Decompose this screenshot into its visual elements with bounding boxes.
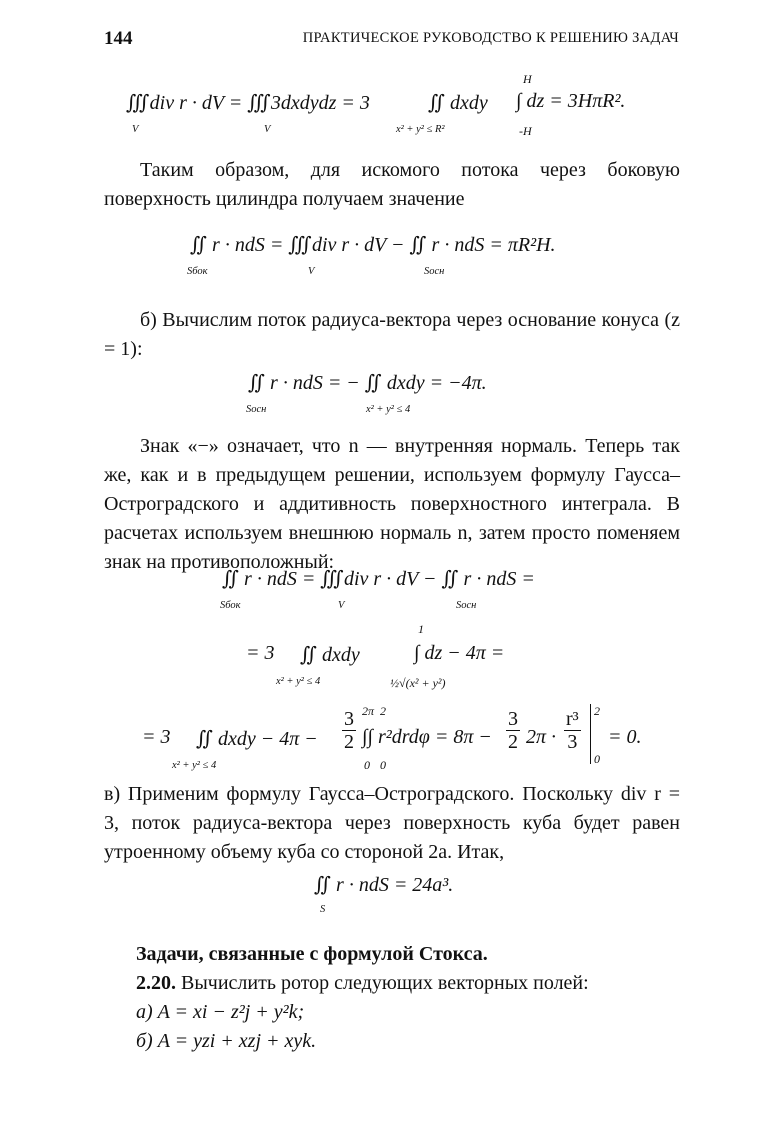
paragraph-flux-side: Таким образом, для искомого потока через боковую поверхность цилиндра получаем значение <box>104 159 680 210</box>
equation-5-c: ∫ dz − 4π = <box>414 642 505 664</box>
frac2-numerator: 3 <box>508 708 518 730</box>
equation-7-body: ∬ r · ndS = 24a³. <box>314 874 454 896</box>
frac1-denominator: 2 <box>344 731 354 753</box>
equation-2-body: ∬ r · ndS = ∭div r · dV − ∬ r · ndS = πR²H. <box>190 234 556 256</box>
problem-item-a: а) A = xi − z²j + y²k; <box>136 1001 305 1023</box>
paragraph-cube: в) Применим формулу Гаусса–Остроградского. Поскольку div r = 3, поток радиуса-вектора через поверхность куба будет равен утроенному объему куба со стороной 2a. Итак, <box>104 783 680 863</box>
evaluation-bar <box>590 704 591 764</box>
equation-3-body: ∬ r · ndS = − ∬ dxdy = −4π. <box>248 372 487 394</box>
equation-2-sub-base: Sосн <box>424 266 445 277</box>
equation-6-e: = 0. <box>608 726 642 748</box>
equation-6-upper1: 2π <box>362 704 375 718</box>
equation-5-lower-limit: ½√(x² + y²) <box>390 676 446 690</box>
paragraph-cone-base: б) Вычислим поток радиуса-вектора через основание конуса (z = 1): <box>104 309 680 360</box>
equation-4-sub-v: V <box>338 600 345 611</box>
page-number: 144 <box>104 28 133 49</box>
equation-2-sub-side: Sбок <box>187 266 208 277</box>
problem-text: Вычислить ротор следующих векторных полей: <box>181 972 589 994</box>
equation-1-sub-v2: V <box>264 124 271 135</box>
equation-7-sub-s: S <box>320 904 326 915</box>
equation-6-lower2: 0 <box>380 758 386 772</box>
equation-6-sub-region: x² + y² ≤ 4 <box>172 760 217 771</box>
equation-6-lower1: 0 <box>364 758 370 772</box>
equation-1-lower-limit: -H <box>519 124 532 138</box>
frac3-numerator: r³ <box>566 708 579 730</box>
frac1-numerator: 3 <box>344 708 354 730</box>
equation-1-lhs: ∭div r · dV = ∭3dxdydz = 3 <box>126 92 370 114</box>
equation-5-b: ∬ dxdy <box>300 644 360 666</box>
equation-6-frac3 <box>562 708 583 753</box>
section-heading: Задачи, связанные с формулой Стокса. <box>136 943 488 965</box>
equation-4-body: ∬ r · ndS = ∭div r · dV − ∬ r · ndS = <box>222 568 535 590</box>
equation-6-frac2 <box>504 708 522 753</box>
problem-item-b: б) A = yzi + xzj + xyk. <box>136 1030 317 1052</box>
equation-1-sub-v1: V <box>132 124 139 135</box>
equation-6-upper2: 2 <box>380 704 386 718</box>
equation-1-mid: ∬ dxdy <box>428 92 488 114</box>
equation-6-eval-upper: 2 <box>594 704 600 718</box>
equation-6-a: = 3 <box>142 726 171 748</box>
equation-5-sub-region: x² + y² ≤ 4 <box>276 676 321 687</box>
problem-number: 2.20. <box>136 972 176 994</box>
equation-4-sub-side: Sбок <box>220 600 241 611</box>
equation-6-eval-lower: 0 <box>594 752 600 766</box>
equation-1-upper-limit: H <box>523 72 532 86</box>
equation-6-frac1 <box>340 708 358 753</box>
equation-1-rhs: ∫ dz = 3HπR². <box>516 90 626 112</box>
equation-6-c: ∫∫ r²drdφ = 8π − <box>362 726 492 748</box>
equation-1-sub-region: x² + y² ≤ R² <box>396 124 445 135</box>
frac2-denominator: 2 <box>508 731 518 753</box>
running-title: ПРАКТИЧЕСКОЕ РУКОВОДСТВО К РЕШЕНИЮ ЗАДАЧ <box>302 30 679 46</box>
problem-statement <box>136 969 589 998</box>
frac3-denominator: 3 <box>567 731 578 753</box>
equation-2-sub-v: V <box>308 266 315 277</box>
equation-3-sub-region: x² + y² ≤ 4 <box>366 404 411 415</box>
equation-3-sub-base: Sосн <box>246 404 267 415</box>
equation-5-upper-limit: 1 <box>418 622 424 636</box>
paragraph-sign-explanation: Знак «−» означает, что n — внутренняя нормаль. Теперь так же, как и в предыдущем решении, используем формулу Гаусса–Остроградского и аддитивность поверхностного интеграла. В расчетах используем внешнюю нормаль n, затем просто поменяем знак на противоположный: <box>104 435 680 573</box>
equation-6-d: 2π · <box>526 726 557 748</box>
equation-5-a: = 3 <box>246 642 275 664</box>
equation-4-sub-base: Sосн <box>456 600 477 611</box>
equation-6-b: ∬ dxdy − 4π − <box>196 728 318 750</box>
